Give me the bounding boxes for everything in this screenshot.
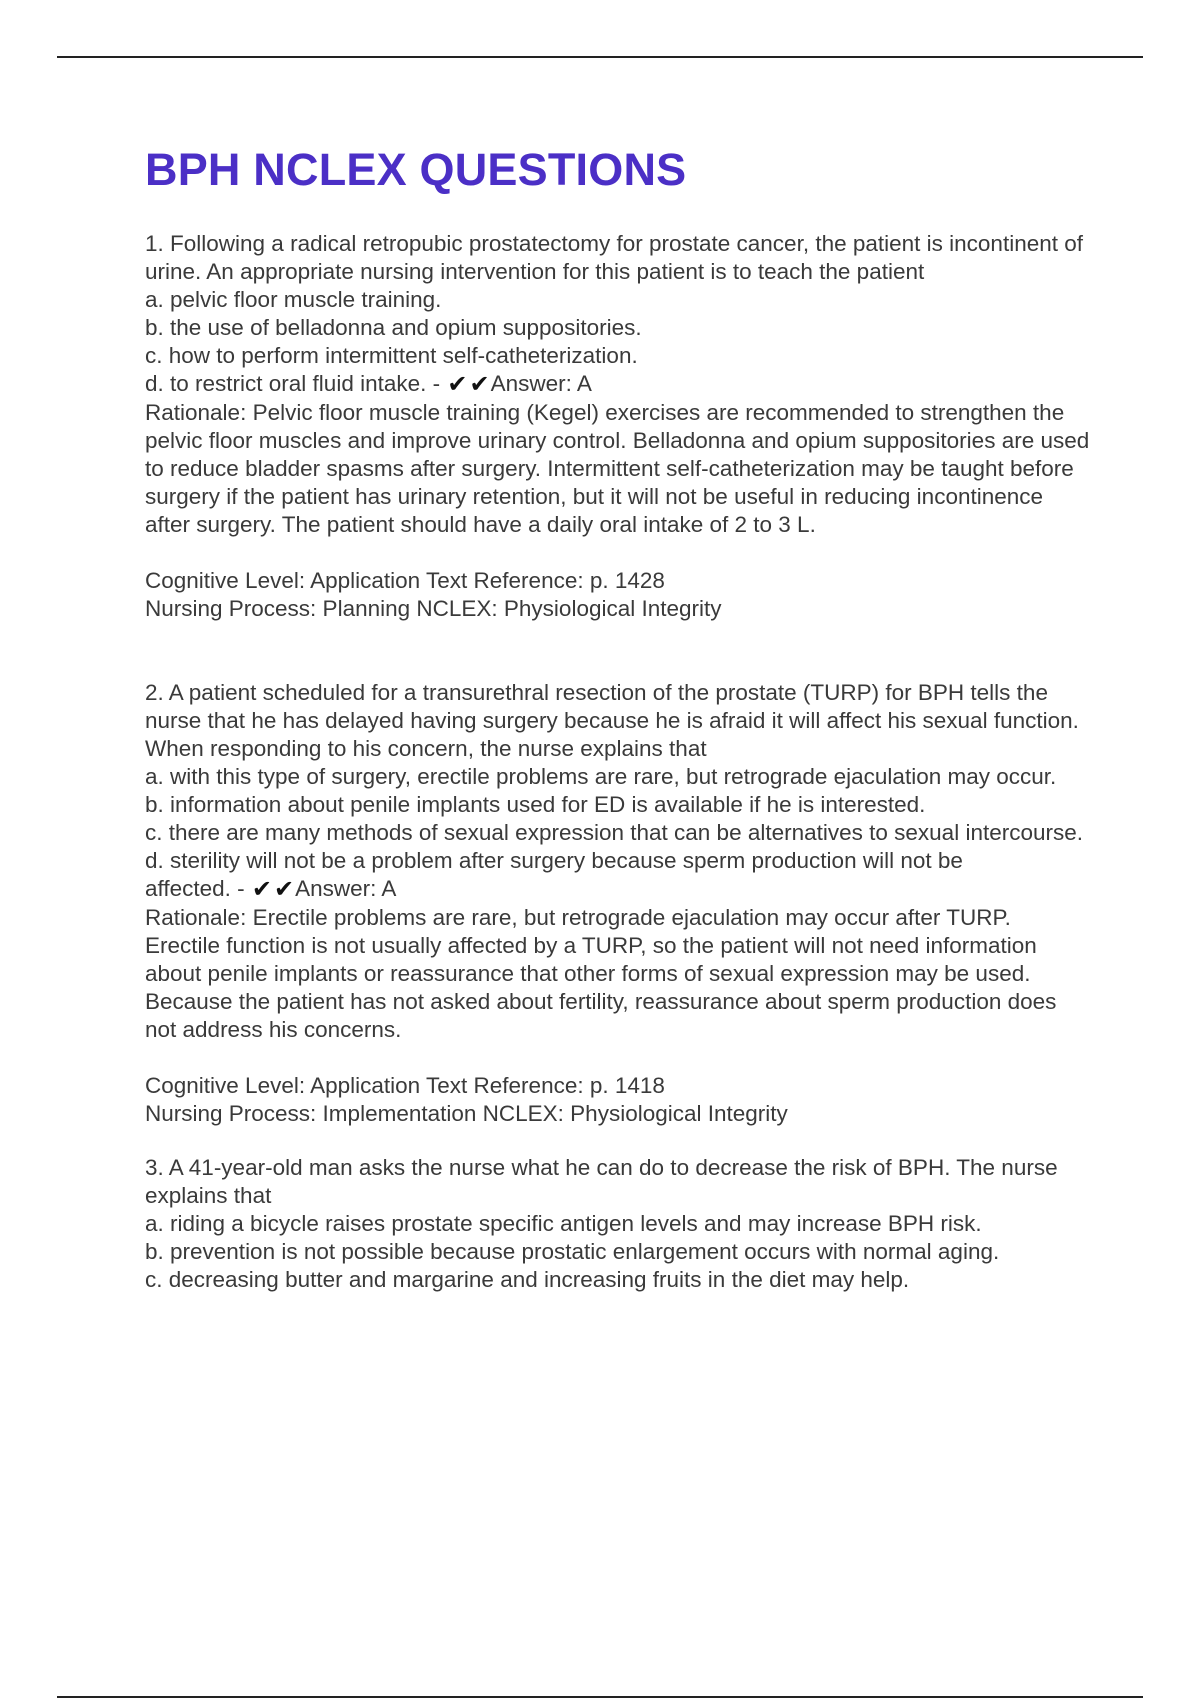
option-d-answer-line — [145, 370, 1090, 399]
question-stem: 2. A patient scheduled for a transurethral resection of the prostate (TURP) for BPH tells the nurse that he has delayed having surgery because he is afraid it will affect his sexual function. When responding to his concern, the nurse explains that — [145, 680, 1079, 761]
option-c: c. there are many methods of sexual expression that can be alternatives to sexual intercourse. — [145, 820, 1084, 845]
option-d-continued: affected. - — [145, 876, 245, 901]
document-body — [145, 140, 1090, 1294]
meta-nursing-process: Nursing Process: Implementation NCLEX: Physiological Integrity — [145, 1101, 788, 1126]
check-mark-icon: ✔ — [251, 876, 273, 903]
option-c: c. how to perform intermittent self-catheterization. — [145, 343, 638, 368]
rationale: Rationale: Erectile problems are rare, but retrograde ejaculation may occur after TURP. Erectile function is not usually affected by a TURP, so the patient will not need information about penile implants or reassurance that other forms of sexual expression may be used. Because the patient has not asked about fertility, reassurance about sperm production does not address his concerns. — [145, 905, 1057, 1042]
question-1 — [145, 230, 1090, 623]
option-b: b. information about penile implants used for ED is available if he is interested. — [145, 792, 926, 817]
option-c: c. decreasing butter and margarine and increasing fruits in the diet may help. — [145, 1267, 910, 1292]
question-2 — [145, 679, 1090, 1128]
answer-label: Answer: A — [295, 876, 397, 901]
question-3 — [145, 1154, 1090, 1294]
rationale: Rationale: Pelvic floor muscle training (Kegel) exercises are recommended to strengthen the pelvic floor muscles and improve urinary control. Belladonna and opium suppositories are used to reduce bladder spasms after surgery. Intermittent self-catheterization may be taught before surgery if the patient has urinary retention, but it will not be useful in reducing incontinence after surgery. The patient should have a daily oral intake of 2 to 3 L. — [145, 400, 1090, 537]
option-a: a. riding a bicycle raises prostate specific antigen levels and may increase BPH risk. — [145, 1211, 982, 1236]
option-d: d. sterility will not be a problem after surgery because sperm production will not be — [145, 848, 963, 873]
option-b: b. the use of belladonna and opium suppositories. — [145, 315, 642, 340]
meta-nursing-process: Nursing Process: Planning NCLEX: Physiological Integrity — [145, 596, 722, 621]
question-stem: 1. Following a radical retropubic prostatectomy for prostate cancer, the patient is incontinent of urine. An appropriate nursing intervention for this patient is to teach the patient — [145, 231, 1084, 284]
meta-cognitive-level: Cognitive Level: Application Text Reference: p. 1418 — [145, 1073, 665, 1098]
question-stem: 3. A 41-year-old man asks the nurse what he can do to decrease the risk of BPH. The nurse explains that — [145, 1155, 1058, 1208]
check-mark-icon: ✔ — [447, 371, 468, 398]
option-d: d. to restrict oral fluid intake. - — [145, 371, 441, 396]
option-b: b. prevention is not possible because prostatic enlargement occurs with normal aging. — [145, 1239, 1000, 1264]
top-rule — [57, 56, 1143, 58]
option-a: a. with this type of surgery, erectile problems are rare, but retrograde ejaculation may occur. — [145, 764, 1057, 789]
page-title: BPH NCLEX QUESTIONS — [145, 144, 687, 195]
bottom-rule — [57, 1696, 1143, 1698]
option-d-answer-line — [145, 875, 1090, 904]
answer-label: Answer: A — [490, 371, 592, 396]
meta-cognitive-level: Cognitive Level: Application Text Reference: p. 1428 — [145, 568, 665, 593]
check-mark-icon: ✔ — [274, 876, 295, 903]
check-mark-icon: ✔ — [469, 371, 490, 398]
option-a: a. pelvic floor muscle training. — [145, 287, 442, 312]
